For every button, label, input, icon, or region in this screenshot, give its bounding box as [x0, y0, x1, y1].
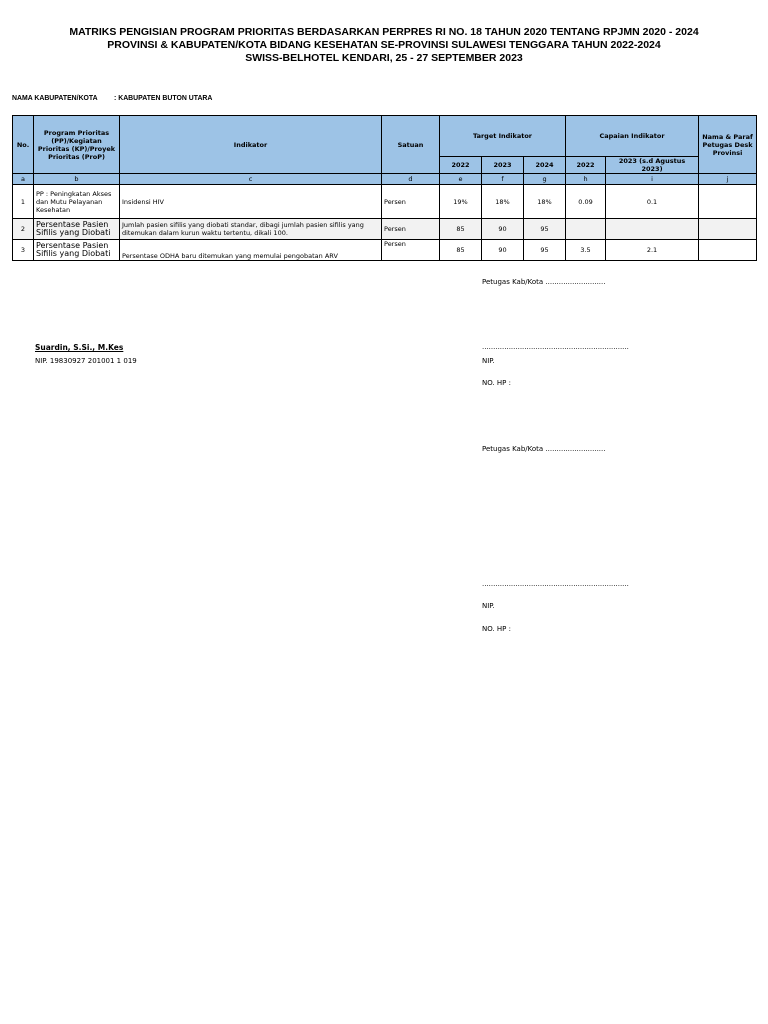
header-capaian-2022: 2022: [566, 157, 606, 174]
document-title: [0, 26, 768, 65]
nip-label-1: NIP.: [482, 357, 495, 365]
signature-dots-1: ..................................................................: [482, 343, 629, 351]
nip-label-2: NIP.: [482, 602, 495, 610]
header-satuan: Satuan: [382, 116, 440, 174]
cell-program: Persentase Pasien Sifilis yang Diobati: [34, 240, 120, 261]
header-program: Program Prioritas (PP)/Kegiatan Prioritas (KP)/Proyek Prioritas (ProP): [34, 116, 120, 174]
title-line-3: SWISS-BELHOTEL KENDARI, 25 - 27 SEPTEMBER 2023: [245, 52, 523, 64]
table-row: [13, 185, 757, 219]
cell-capaian-2022: 3.5: [566, 240, 606, 261]
cell-satuan: Persen: [382, 185, 440, 219]
column-letter: g: [524, 174, 566, 185]
header-target: Target Indikator: [440, 116, 566, 157]
header-no: No.: [13, 116, 34, 174]
cell-paraf: [699, 185, 757, 219]
cell-indikator: Persentase ODHA baru ditemukan yang memulai pengobatan ARV: [120, 240, 382, 261]
cell-capaian-2022: [566, 219, 606, 240]
table-row: [13, 219, 757, 240]
column-letter: e: [440, 174, 482, 185]
signer-nip: NIP. 19830927 201001 1 019: [35, 357, 137, 365]
cell-target-2022: 85: [440, 219, 482, 240]
header-target-2023: 2023: [482, 157, 524, 174]
column-letter: a: [13, 174, 34, 185]
table-row: [13, 240, 757, 261]
cell-no: 1: [13, 185, 34, 219]
title-line-2: PROVINSI & KABUPATEN/KOTA BIDANG KESEHATAN SE-PROVINSI SULAWESI TENGGARA TAHUN 2022-2024: [107, 39, 661, 51]
cell-program: PP : Peningkatan Akses dan Mutu Pelayanan Kesehatan: [34, 185, 120, 219]
kabupaten-label: NAMA KABUPATEN/KOTA: [12, 93, 98, 102]
cell-target-2022: 85: [440, 240, 482, 261]
cell-capaian-2023: [606, 219, 699, 240]
column-letter: f: [482, 174, 524, 185]
header-capaian: Capaian Indikator: [566, 116, 699, 157]
title-line-1: MATRIKS PENGISIAN PROGRAM PRIORITAS BERDASARKAN PERPRES RI NO. 18 TAHUN 2020 TENTANG RPJMN 2020 - 2024: [69, 26, 699, 38]
column-letter: h: [566, 174, 606, 185]
signer-name: Suardin, S.Si., M.Kes: [35, 343, 124, 352]
cell-target-2024: 18%: [524, 185, 566, 219]
petugas-label-1: Petugas Kab/Kota ...........................: [482, 278, 606, 286]
cell-target-2024: 95: [524, 240, 566, 261]
header-capaian-2023: 2023 (s.d Agustus 2023): [606, 157, 699, 174]
column-letter: j: [699, 174, 757, 185]
indicator-matrix-table: [12, 115, 757, 261]
cell-program: Persentase Pasien Sifilis yang Diobati: [34, 219, 120, 240]
cell-satuan: Persen: [382, 240, 440, 261]
header-target-2024: 2024: [524, 157, 566, 174]
cell-capaian-2023: 2.1: [606, 240, 699, 261]
hp-label-1: NO. HP :: [482, 379, 511, 387]
column-letter: d: [382, 174, 440, 185]
table-header-row: [13, 116, 757, 157]
cell-paraf: [699, 219, 757, 240]
cell-no: 3: [13, 240, 34, 261]
cell-target-2022: 19%: [440, 185, 482, 219]
kabupaten-value: : KABUPATEN BUTON UTARA: [114, 93, 213, 102]
cell-indikator: Jumlah pasien sifilis yang diobati standar, dibagi jumlah pasien sifilis yang ditemukan dalam kurun waktu tertentu, dikali 100.: [120, 219, 382, 240]
column-letter-row: [13, 174, 757, 185]
column-letter: c: [120, 174, 382, 185]
cell-target-2023: 90: [482, 219, 524, 240]
cell-target-2023: 90: [482, 240, 524, 261]
signature-dots-2: ..................................................................: [482, 580, 629, 588]
cell-no: 2: [13, 219, 34, 240]
cell-target-2024: 95: [524, 219, 566, 240]
column-letter: i: [606, 174, 699, 185]
kabupaten-row: [12, 93, 212, 102]
cell-target-2023: 18%: [482, 185, 524, 219]
cell-capaian-2022: 0.09: [566, 185, 606, 219]
header-indikator: Indikator: [120, 116, 382, 174]
column-letter: b: [34, 174, 120, 185]
header-paraf: Nama & Paraf Petugas Desk Provinsi: [699, 116, 757, 174]
header-target-2022: 2022: [440, 157, 482, 174]
cell-capaian-2023: 0.1: [606, 185, 699, 219]
cell-paraf: [699, 240, 757, 261]
hp-label-2: NO. HP :: [482, 625, 511, 633]
cell-satuan: Persen: [382, 219, 440, 240]
cell-indikator: Insidensi HIV: [120, 185, 382, 219]
petugas-label-2: Petugas Kab/Kota ...........................: [482, 445, 606, 453]
